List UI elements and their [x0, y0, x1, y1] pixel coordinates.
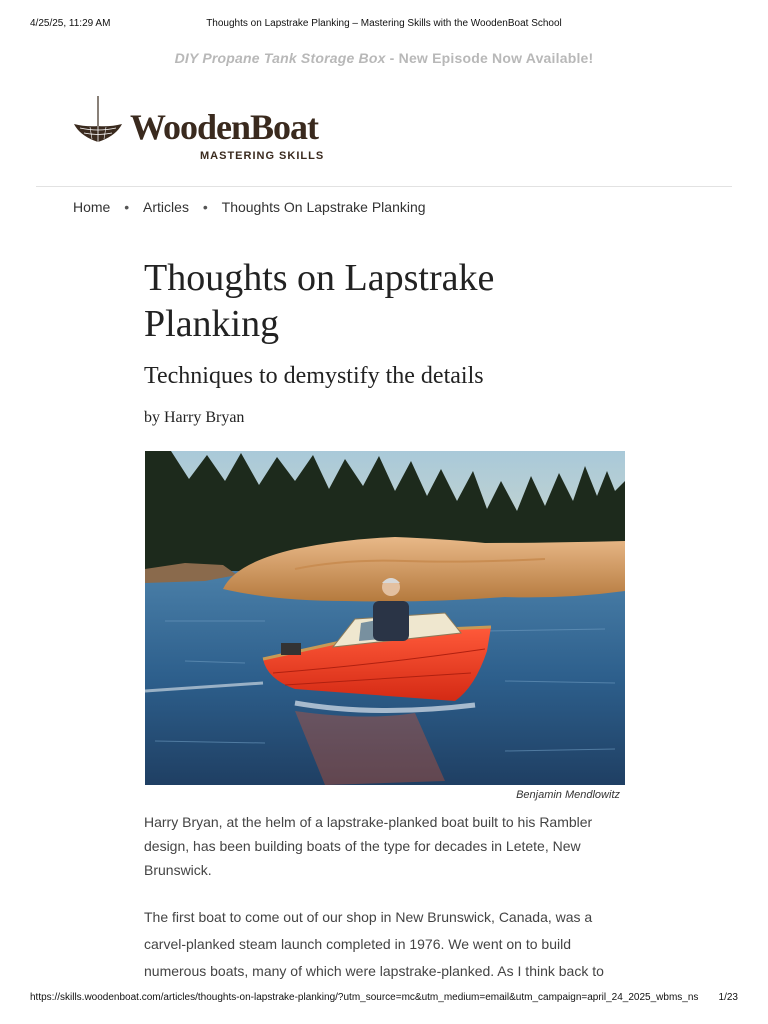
print-url: https://skills.woodenboat.com/articles/thoughts-on-lapstrake-planking/?utm_source=mc&utm_medium=email&utm_campaign=april_24_2025_wbms_ns: [30, 992, 699, 1003]
header-divider: [36, 186, 732, 187]
breadcrumb-current-page: Thoughts On Lapstrake Planking: [221, 199, 426, 215]
print-page-number: 1/23: [718, 992, 738, 1003]
logo-wordmark: WoodenBoat: [130, 107, 319, 147]
breadcrumb-separator: •: [124, 199, 130, 215]
article-caption-paragraph: Harry Bryan, at the helm of a lapstrake-planked boat built to his Rambler design, has been building boats of the type for decades in Letete, New Brunswick.: [144, 814, 593, 878]
announcement-text: - New Episode Now Available!: [385, 50, 594, 66]
article-body-paragraph: The first boat to come out of our shop in New Brunswick, Canada, was a carvel-planked steam launch completed in 1976. We went on to build numerous boats, many of which were lapstrake-planked. As I think back to: [144, 909, 604, 979]
announcement-banner[interactable]: [0, 50, 768, 66]
article-byline: by Harry Bryan: [144, 409, 245, 426]
breadcrumb-home-link[interactable]: Home: [73, 199, 111, 215]
print-page-title: Thoughts on Lapstrake Planking – Mastering Skills with the WoodenBoat School: [206, 18, 562, 29]
logo-tagline: MASTERING SKILLS: [200, 150, 325, 162]
hero-photo-illustration: [145, 451, 625, 785]
article-title: Thoughts on Lapstrake Planking: [144, 257, 495, 345]
print-footer: [0, 992, 768, 1006]
breadcrumb-articles-link[interactable]: Articles: [143, 199, 189, 215]
boat-logo-icon: [72, 96, 124, 148]
print-date: 4/25/25, 11:29 AM: [30, 18, 111, 29]
breadcrumb-separator: •: [202, 199, 208, 215]
site-logo[interactable]: [72, 96, 332, 168]
hero-photo: [145, 451, 625, 785]
print-header: [0, 18, 768, 34]
photo-credit: Benjamin Mendlowitz: [516, 789, 620, 801]
breadcrumb: [73, 199, 426, 215]
article-subtitle: Techniques to demystify the details: [144, 363, 484, 389]
announcement-episode-link[interactable]: DIY Propane Tank Storage Box: [174, 50, 386, 66]
